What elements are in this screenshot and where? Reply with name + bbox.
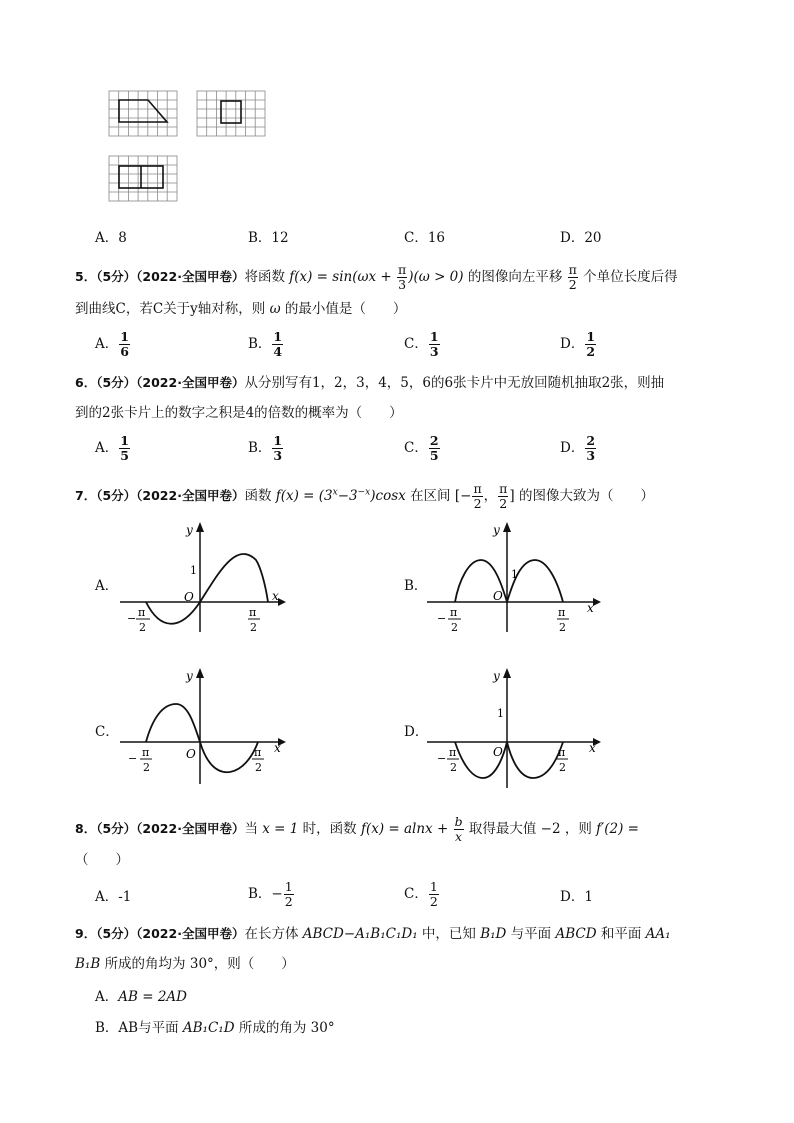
- function-expr: f(x) = sin(ωx +: [289, 269, 397, 285]
- q5-stem-line2: 到曲线C，若C关于y轴对称，则 ω 的最小值是（ ）: [75, 301, 407, 317]
- q5-option-d[interactable]: D． $\frac{1}{2}$: [560, 329, 596, 359]
- condition-expr: )(ω > 0): [408, 269, 464, 285]
- source-tag: （2022·全国甲卷）: [136, 269, 245, 284]
- q9-option-a[interactable]: A．AB = 2AD: [95, 989, 187, 1005]
- three-view-figure: [100, 85, 275, 205]
- q6-stem-line1: 6．（5分）（2022·全国甲卷）从分别写有1，2，3，4，5，6的6张卡片中无放回随机抽取2张，则抽: [75, 375, 665, 391]
- q9-stem-line1: 9．（5分）（2022·全国甲卷）在长方体 ABCD−A₁B₁C₁D₁ 中，已知 B₁D 与平面 ABCD 和平面 AA₁: [75, 926, 671, 942]
- q8-option-d[interactable]: D．1: [560, 889, 593, 905]
- score-tag: （5分）: [96, 488, 137, 503]
- omega-symbol: ω: [269, 301, 281, 317]
- score-tag: （5分）: [96, 821, 137, 836]
- question-number: 5．: [75, 269, 97, 284]
- svg-text:2: 2: [559, 761, 566, 774]
- interval-expr: [− $\frac{\pi}{2}$ ， $\frac{\pi}{2}$ ]: [454, 481, 515, 511]
- svg-text:y: y: [186, 669, 193, 683]
- source-tag: （2022·全国甲卷）: [136, 926, 245, 941]
- function-expr: f(x) = alnx +: [360, 821, 453, 837]
- graph-b: [425, 520, 605, 635]
- tick-neg-sign: −: [127, 612, 137, 625]
- q7-option-a[interactable]: A．: [95, 578, 119, 594]
- svg-text:π: π: [142, 746, 150, 759]
- svg-text:π: π: [558, 606, 566, 619]
- svg-text:O: O: [493, 589, 503, 603]
- q4-option-d[interactable]: D．20: [560, 230, 602, 246]
- svg-text:−: −: [128, 752, 138, 765]
- svg-text:1: 1: [511, 568, 518, 581]
- svg-text:2: 2: [559, 621, 566, 634]
- source-tag: （2022·全国甲卷）: [136, 375, 245, 390]
- q6-option-d[interactable]: D． $\frac{2}{3}$: [560, 433, 596, 463]
- stem-text: 的图像向左平移: [467, 269, 563, 285]
- score-tag: （5分）: [96, 926, 137, 941]
- source-tag: （2022·全国甲卷）: [136, 821, 245, 836]
- q4-option-a[interactable]: A．8: [95, 230, 127, 246]
- tick-one: 1: [190, 564, 197, 577]
- q7-option-c[interactable]: C．: [95, 724, 119, 740]
- svg-text:2: 2: [451, 621, 458, 634]
- svg-text:π: π: [449, 746, 457, 759]
- q9-stem-line2: B₁B 所成的角均为 30°，则（ ）: [75, 956, 295, 972]
- q8-stem-line1: 8．（5分）（2022·全国甲卷）当 x = 1 时，函数 f(x) = alnx + $\frac{b}{x}$ 取得最大值 −2 ，则 f′(2) =: [75, 814, 639, 844]
- stem-text: 个单位长度后得: [583, 269, 678, 285]
- axis-label-x: x: [272, 589, 279, 603]
- q9-option-b[interactable]: B．AB与平面 AB₁C₁D 所成的角为 30°: [95, 1020, 335, 1036]
- svg-text:y: y: [493, 669, 500, 683]
- q7-option-b[interactable]: B．: [404, 578, 428, 594]
- svg-text:O: O: [493, 745, 503, 759]
- svg-text:π: π: [254, 746, 262, 759]
- q5-stem-line1: [75, 263, 678, 292]
- side-view-grid: [197, 91, 265, 136]
- top-view-shape: [119, 166, 163, 188]
- svg-text:x: x: [274, 741, 281, 755]
- svg-text:x: x: [587, 601, 594, 615]
- svg-text:x: x: [589, 741, 596, 755]
- q7-stem: 7．（5分）（2022·全国甲卷）函数 $f(x) = (3^x-3^{-x})\cos x$ 在区间 [− $\frac{\pi}{2}$ ， $\frac{\pi}{2}$ ] 的图像大致为（ ）: [75, 481, 654, 511]
- svg-text:y: y: [493, 523, 500, 537]
- svg-text:2: 2: [143, 761, 150, 774]
- q8-option-b[interactable]: B．− $\frac{1}{2}$: [248, 879, 293, 909]
- q4-option-c[interactable]: C．16: [404, 230, 446, 246]
- svg-text:−: −: [437, 752, 447, 765]
- q6-option-c[interactable]: C． $\frac{2}{5}$: [404, 433, 439, 463]
- function-expr: $f(x) = (3^x-3^{-x})\cos x$: [275, 487, 406, 504]
- svg-text:π: π: [558, 746, 566, 759]
- axis-label-y: y: [186, 523, 193, 537]
- svg-text:1: 1: [497, 707, 504, 720]
- svg-text:O: O: [186, 747, 196, 761]
- q6-option-a[interactable]: A． $\frac{1}{5}$: [95, 433, 129, 463]
- svg-text:2: 2: [450, 761, 457, 774]
- tick-pos-pi: π: [249, 606, 257, 619]
- svg-text:2: 2: [255, 761, 262, 774]
- q8-option-c[interactable]: C． $\frac{1}{2}$: [404, 879, 438, 909]
- score-tag: （5分）: [96, 375, 137, 390]
- front-view-shape: [119, 100, 167, 122]
- q6-stem-line2: 到的2张卡片上的数字之积是4的倍数的概率为（ ）: [75, 405, 403, 421]
- tick-pos-two: 2: [250, 621, 257, 634]
- graph-d: [425, 666, 605, 791]
- tick-neg-pi: π: [138, 606, 146, 619]
- fraction: $\frac{\pi}{3}$: [398, 262, 407, 292]
- side-view-shape: [221, 101, 241, 123]
- q6-option-b[interactable]: B． $\frac{1}{3}$: [248, 433, 283, 463]
- q5-option-b[interactable]: B． $\frac{1}{4}$: [248, 329, 283, 359]
- q5-option-c[interactable]: C． $\frac{1}{3}$: [404, 329, 439, 359]
- tick-neg-two: 2: [139, 621, 146, 634]
- graph-c: [118, 666, 288, 786]
- graph-a: [118, 520, 288, 635]
- q8-option-a[interactable]: A．-1: [95, 889, 132, 905]
- svg-text:π: π: [450, 606, 458, 619]
- stem-text: 将函数: [244, 269, 285, 285]
- q8-answer-paren: （ ）: [75, 852, 129, 868]
- source-tag: （2022·全国甲卷）: [136, 488, 245, 503]
- origin-label: O: [184, 590, 194, 604]
- svg-text:−: −: [437, 612, 447, 625]
- q4-option-b[interactable]: B．12: [248, 230, 289, 246]
- shift-fraction: $\frac{\pi}{2}$: [568, 262, 577, 292]
- q7-option-d[interactable]: D．: [404, 724, 429, 740]
- score-tag: （5分）: [96, 269, 137, 284]
- q5-option-a[interactable]: A． $\frac{1}{6}$: [95, 329, 129, 359]
